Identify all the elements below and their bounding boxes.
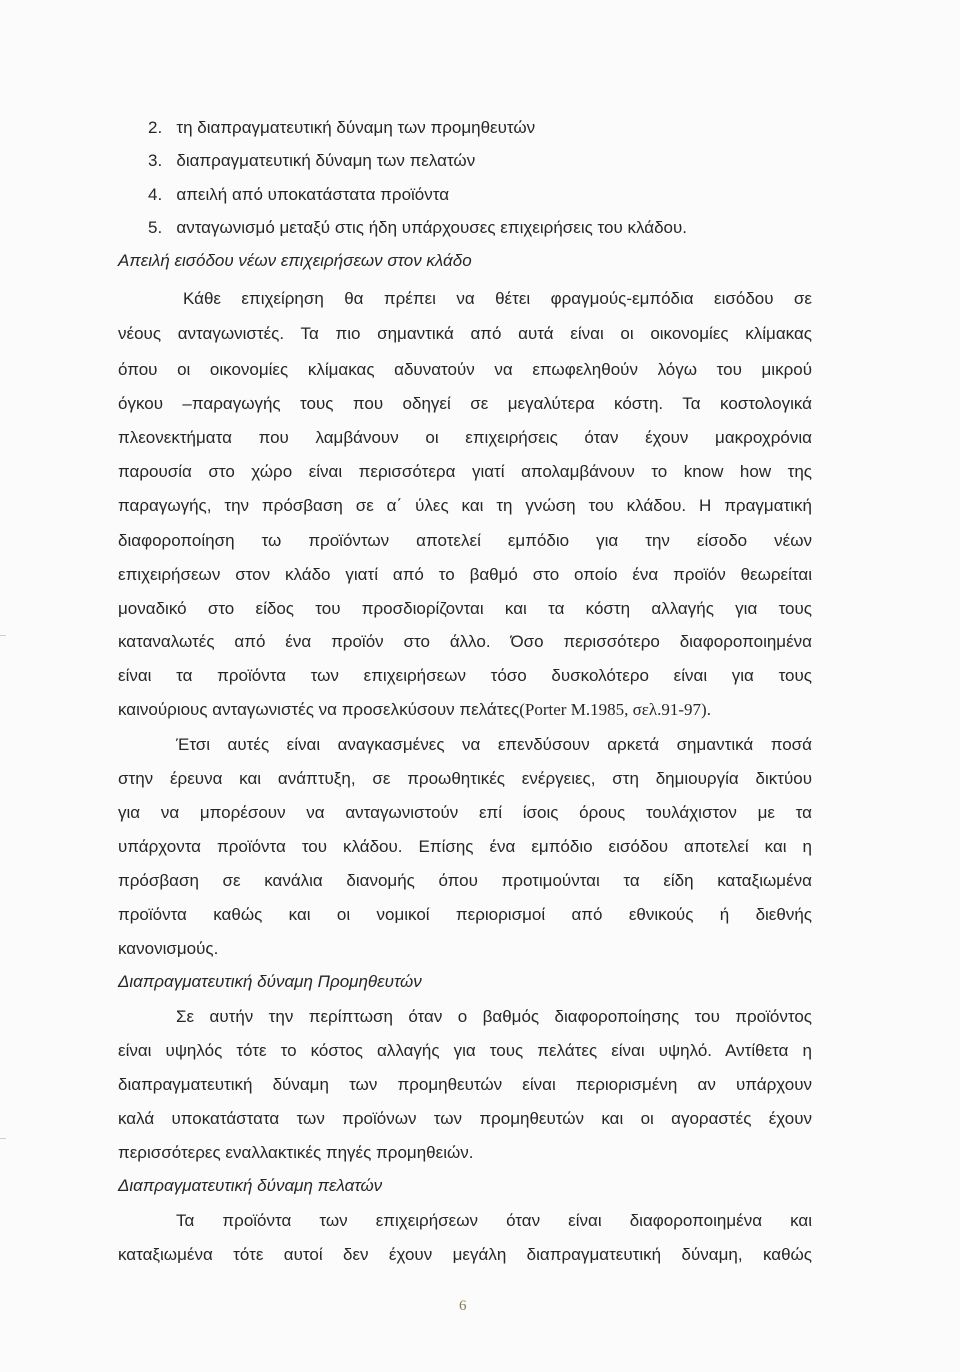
paragraph-line [118,698,711,722]
list-item [148,149,475,173]
list-number: 3. [148,151,163,170]
list-text: διαπραγματευτική δύναμη των πελατών [176,151,476,170]
page-number: 6 [459,1298,467,1314]
paragraph-line: καλά υποκατάστατα των προϊόνων των προμηθευτών και οι αγοραστές έχουν [118,1109,812,1128]
paragraph-line: όγκου –παραγωγής τους που οδηγεί σε μεγαλύτερα κόστη. Τα κοστολογικά [118,394,812,413]
paragraph-line: επιχειρήσεων στον κλάδο γιατί από το βαθμό στο οποίο ένα προϊόν θεωρείται [118,565,812,584]
section-heading: Απειλή εισόδου νέων επιχειρήσεων στον κλάδο [118,251,472,270]
list-item [148,216,687,240]
paragraph-line: Έτσι αυτές είναι αναγκασμένες να επενδύσουν αρκετά σημαντικά ποσά [176,735,812,754]
list-text: απειλή από υποκατάστατα προϊόντα [176,185,450,204]
paragraph-line: νέους ανταγωνιστές. Τα πιο σημαντικά από αυτά είναι οι οικονομίες κλίμακας [118,324,812,343]
section-heading: Διαπραγματευτική δύναμη πελατών [118,1176,383,1195]
list-number: 4. [148,185,163,204]
paragraph-line: περισσότερες εναλλακτικές πηγές προμηθειών. [118,1143,474,1162]
paragraph-line: κανονισμούς. [118,939,219,958]
paragraph-line: καταξιωμένα τότε αυτοί δεν έχουν μεγάλη διαπραγματευτική δύναμη, καθώς [118,1245,812,1264]
paragraph-line: παραγωγής, την πρόσβαση σε α΄ ύλες και τη γνώση του κλάδου. Η πραγματική [118,496,812,515]
paragraph-line: πλεονεκτήματα που λαμβάνουν οι επιχειρήσεις όταν έχουν μακροχρόνια [118,428,812,447]
paragraph-line: διαφοροποίηση τω προϊόντων αποτελεί εμπόδιο για την είσοδο νέων [118,531,812,550]
list-text: τη διαπραγματευτική δύναμη των προμηθευτών [176,118,536,137]
paragraph-line: παρουσία στο χώρο είναι περισσότερα γιατί απολαμβάνουν το know how της [118,462,812,481]
paragraph-line: διαπραγματευτική δύναμη των προμηθευτών είναι περιορισμένη αν υπάρχουν [118,1075,812,1094]
list-number: 2. [148,118,163,137]
list-item [148,183,449,207]
paragraph-line: είναι υψηλός τότε το κόστος αλλαγής για τους πελάτες είναι υψηλό. Αντίθετα η [118,1041,812,1060]
scan-mark [0,635,6,636]
paragraph-line: προϊόντα καθώς και οι νομικοί περιορισμοί από εθνικούς ή διεθνής [118,905,812,924]
paragraph-line: μοναδικό στο είδος του προσδιορίζονται και τα κόστη αλλαγής για τους [118,599,812,618]
paragraph-line: Σε αυτήν την περίπτωση όταν ο βαθμός διαφοροποίησης του προϊόντος [176,1007,812,1026]
paragraph-line: είναι τα προϊόντα των επιχειρήσεων τόσο δυσκολότερο είναι για τους [118,666,812,685]
paragraph-line: Τα προϊόντα των επιχειρήσεων όταν είναι διαφοροποιημένα και [176,1211,812,1230]
section-heading: Διαπραγματευτική δύναμη Προμηθευτών [118,972,422,991]
paragraph-line: Κάθε επιχείρηση θα πρέπει να θέτει φραγμούς-εμπόδια εισόδου σε [183,289,812,308]
paragraph-line: για να μπορέσουν να ανταγωνιστούν επί ίσοις όρους τουλάχιστον με τα [118,803,812,822]
paragraph-line: όπου οι οικονομίες κλίμακας αδυνατούν να επωφεληθούν λόγω του μικρού [118,360,812,379]
list-item [148,116,535,140]
list-text: ανταγωνισμό μεταξύ στις ήδη υπάρχουσες επιχειρήσεις του κλάδου. [176,218,688,237]
paragraph-line: πρόσβαση σε κανάλια διανομής όπου προτιμούνται τα είδη καταξιωμένα [118,871,812,890]
paragraph-line: καταναλωτές από ένα προϊόν στο άλλο. Όσο περισσότερο διαφοροποιημένα [118,632,812,651]
paragraph-line: στην έρευνα και ανάπτυξη, σε προωθητικές ενέργειες, στη δημιουργία δικτύου [118,769,812,788]
list-number: 5. [148,218,163,237]
paragraph-line: υπάρχοντα προϊόντα του κλάδου. Επίσης ένα εμπόδιο εισόδου αποτελεί και η [118,837,812,856]
paragraph-text: καινούριους ανταγωνιστές να προσελκύσουν πελάτες [118,700,520,719]
scan-mark [0,1138,6,1139]
citation: (Porter M.1985, σελ.91-97). [519,700,711,719]
